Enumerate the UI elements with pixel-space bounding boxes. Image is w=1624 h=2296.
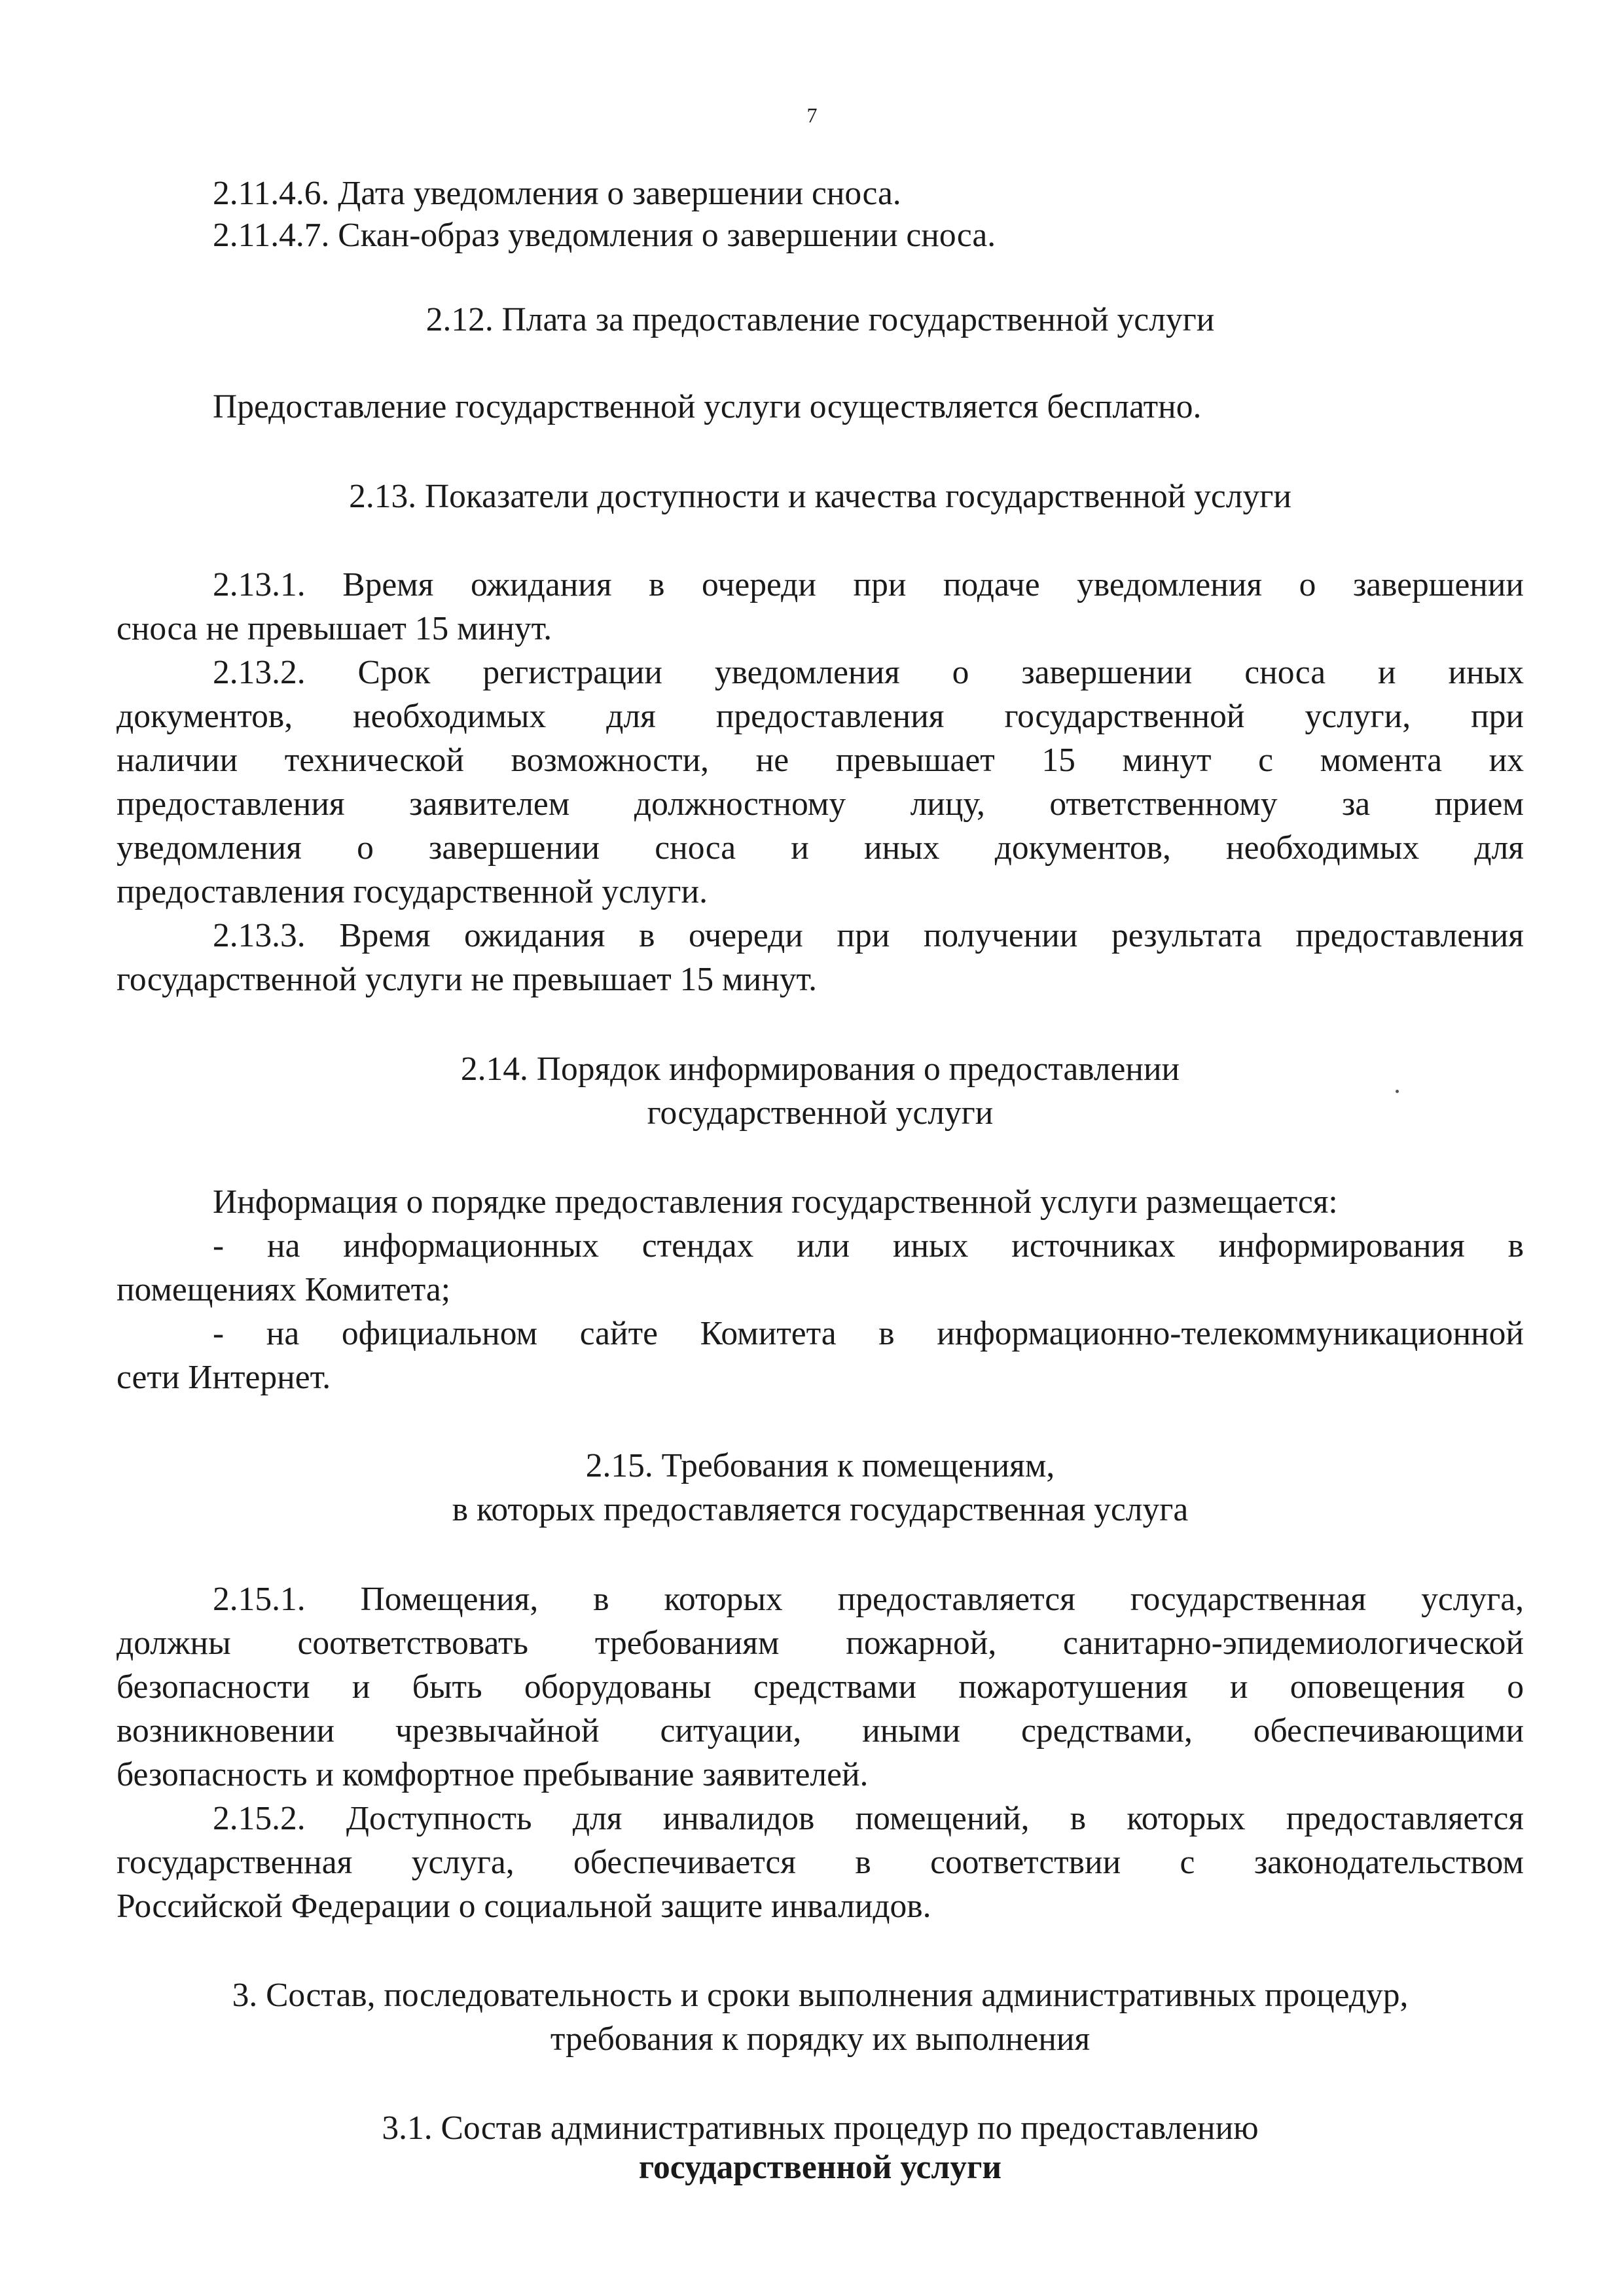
bullet-2-14-1-line: помещениях Комитета;	[117, 1271, 451, 1308]
heading-2-14: 2.14. Порядок информирования о предоставлении	[460, 1050, 1180, 1088]
para-2-13-3-line: государственной услуги не превышает 15 минут.	[117, 961, 818, 998]
bullet-2-14-1-line: - на информационных стендах или иных источниках информирования в	[213, 1227, 1524, 1265]
scan-speck	[1396, 1090, 1399, 1093]
heading-3: 3. Состав, последовательность и сроки выполнения административных процедур,	[232, 1977, 1409, 2014]
para-2-13-2-line: предоставления заявителем должностному лицу, ответственному за прием	[117, 785, 1524, 823]
para-2-13-3-line: 2.13.3. Время ожидания в очереди при получении результата предоставления	[213, 917, 1524, 954]
para-2-13-1-line: сноса не превышает 15 минут.	[117, 610, 552, 647]
para-2-15-1-line: возникновении чрезвычайной ситуации, иными средствами, обеспечивающими	[117, 1712, 1524, 1749]
para-2-15-1-line: безопасности и быть оборудованы средствами пожаротушения и оповещения о	[117, 1668, 1524, 1706]
para-2-13-2-line: наличии технической возможности, не превышает 15 минут с момента их	[117, 742, 1524, 779]
bullet-2-14-2-line: сети Интернет.	[117, 1359, 331, 1396]
para-2-13-2-line: 2.13.2. Срок регистрации уведомления о завершении сноса и иных	[213, 654, 1524, 691]
para-2-13-2-line: предоставления государственной услуги.	[117, 873, 708, 910]
heading-3-line2: требования к порядку их выполнения	[550, 2020, 1091, 2058]
text-2-14-intro: Информация о порядке предоставления государственной услуги размещается:	[213, 1183, 1338, 1221]
para-2-15-2-line: 2.15.2. Доступность для инвалидов помещений, в которых предоставляется	[213, 1800, 1524, 1837]
page-number: 7	[806, 103, 818, 127]
para-2-15-1-line: 2.15.1. Помещения, в которых предоставляется государственная услуга,	[213, 1581, 1524, 1618]
heading-2-15: 2.15. Требования к помещениям,	[585, 1447, 1055, 1484]
heading-3-1: 3.1. Состав административных процедур по предоставлению	[382, 2109, 1259, 2147]
para-2-13-2-line: документов, необходимых для предоставления государственной услуги, при	[117, 698, 1524, 735]
para-2-13-2-line: уведомления о завершении сноса и иных документов, необходимых для	[117, 829, 1524, 867]
text-2-12: Предоставление государственной услуги осуществляется бесплатно.	[213, 388, 1202, 425]
item-2-11-4-7: 2.11.4.7. Скан-образ уведомления о завершении сноса.	[213, 217, 996, 254]
heading-3-1-line2: государственной услуги	[638, 2149, 1002, 2186]
para-2-15-2-line: государственная услуга, обеспечивается в соответствии с законодательством	[117, 1844, 1524, 1881]
bullet-2-14-2-line: - на официальном сайте Комитета в информационно-телекоммуникационной	[213, 1315, 1524, 1352]
para-2-15-1-line: должны соответствовать требованиям пожарной, санитарно-эпидемиологической	[117, 1624, 1524, 1662]
heading-2-13: 2.13. Показатели доступности и качества государственной услуги	[349, 478, 1291, 515]
heading-2-15-line2: в которых предоставляется государственная услуга	[452, 1491, 1189, 1528]
heading-2-12: 2.12. Плата за предоставление государственной услуги	[425, 301, 1215, 338]
heading-2-14-line2: государственной услуги	[647, 1094, 994, 1132]
para-2-15-1-line: безопасность и комфортное пребывание заявителей.	[117, 1756, 869, 1793]
para-2-13-1-line: 2.13.1. Время ожидания в очереди при подаче уведомления о завершении	[213, 566, 1524, 603]
item-2-11-4-6: 2.11.4.6. Дата уведомления о завершении сноса.	[213, 175, 901, 212]
para-2-15-2-line: Российской Федерации о социальной защите инвалидов.	[117, 1888, 931, 1925]
